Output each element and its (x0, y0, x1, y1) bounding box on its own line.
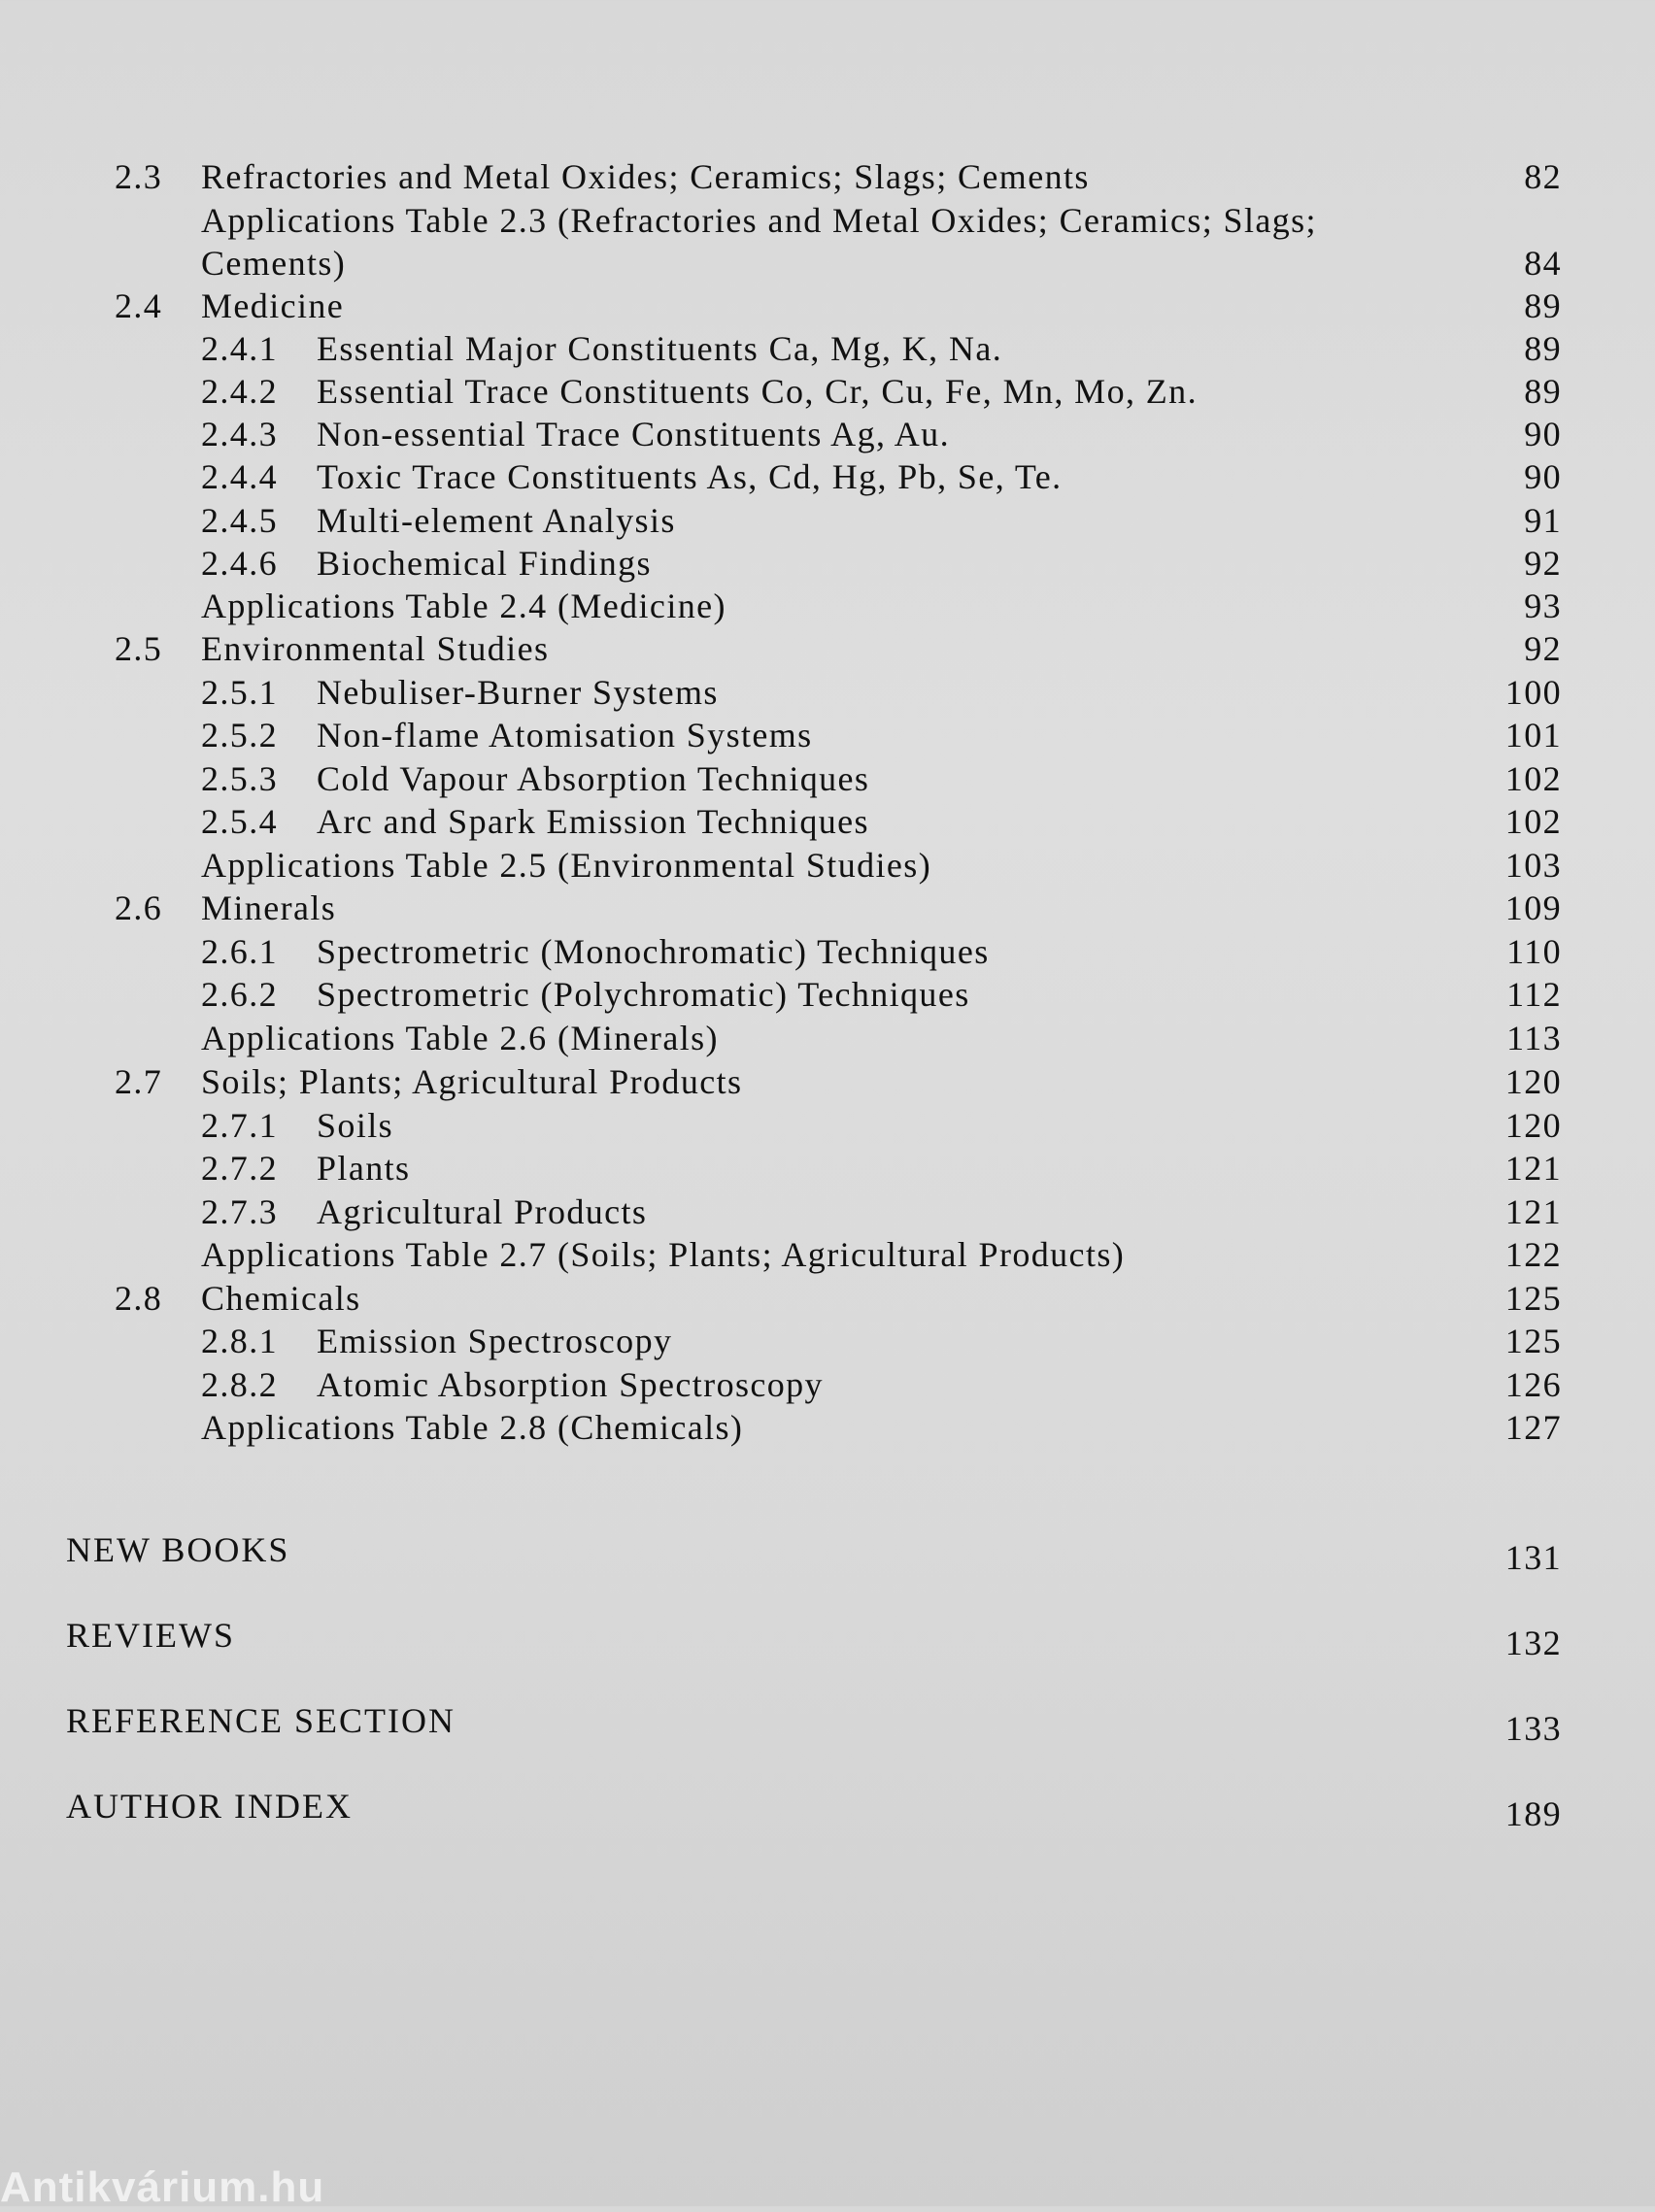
page-number: 125 (1504, 1279, 1562, 1318)
toc-entry-2-4-6 (0, 542, 1655, 585)
page-number: 122 (1504, 1235, 1562, 1274)
section-number: 2.3 (115, 157, 163, 196)
watermark: Antikvárium.hu (0, 2163, 325, 2211)
section-number: 2.4 (115, 286, 163, 325)
page-number: 90 (1524, 457, 1562, 496)
toc-entry-2-8-applications (0, 1406, 1655, 1449)
subsection-title: Cold Vapour Absorption Techniques (317, 759, 870, 798)
toc-entry-2-4-1 (0, 327, 1655, 370)
toc-entry-reviews (0, 1614, 1655, 1662)
back-matter-title: NEW BOOKS (66, 1530, 290, 1569)
toc-entry-2-4-2 (0, 370, 1655, 413)
subsection-number: 2.5.1 (201, 673, 278, 712)
section-title: Environmental Studies (201, 629, 550, 668)
toc-entry-2-5 (0, 627, 1655, 670)
subsection-title: Agricultural Products (317, 1192, 648, 1231)
page-number: 89 (1524, 372, 1562, 411)
subsection-number: 2.5.3 (201, 759, 278, 798)
page-number: 89 (1524, 329, 1562, 368)
toc-entry-2-7-applications (0, 1233, 1655, 1276)
page-number: 110 (1506, 932, 1562, 971)
page-number: 101 (1504, 716, 1562, 754)
section-title: Minerals (201, 888, 337, 927)
back-matter-title: REFERENCE SECTION (66, 1701, 456, 1740)
subsection-number: 2.4.3 (201, 415, 278, 453)
section-title: Medicine (201, 286, 345, 325)
toc-entry-2-6-1 (0, 930, 1655, 973)
section-title: Applications Table 2.6 (Minerals) (201, 1019, 719, 1057)
subsection-title: Soils (317, 1106, 394, 1145)
page-number: 102 (1504, 759, 1562, 798)
toc-entry-2-7 (0, 1060, 1655, 1103)
toc-entry-2-8 (0, 1277, 1655, 1320)
toc-entry-2-3-applications-cont (0, 242, 1655, 285)
section-title: Applications Table 2.5 (Environmental Studies) (201, 846, 932, 885)
subsection-number: 2.4.6 (201, 544, 278, 583)
toc-entry-2-5-2 (0, 714, 1655, 756)
section-title: Refractories and Metal Oxides; Ceramics; Slags; Cements (201, 157, 1090, 196)
page-number: 133 (1504, 1709, 1562, 1748)
toc-entry-2-3-applications (0, 199, 1655, 242)
page-number: 102 (1504, 802, 1562, 841)
page-number: 112 (1506, 975, 1562, 1014)
page-number: 113 (1506, 1019, 1562, 1057)
section-title: Cements) (201, 244, 347, 283)
toc-entry-2-6-applications (0, 1017, 1655, 1059)
toc-entry-2-5-applications (0, 844, 1655, 887)
toc-entry-2-4 (0, 285, 1655, 327)
subsection-number: 2.4.4 (201, 457, 278, 496)
page-number: 90 (1524, 415, 1562, 453)
toc-entry-2-5-4 (0, 800, 1655, 843)
toc-entry-2-8-2 (0, 1363, 1655, 1406)
page-number: 84 (1524, 244, 1562, 283)
page-number: 93 (1524, 587, 1562, 625)
subsection-number: 2.4.1 (201, 329, 278, 368)
toc-entry-2-7-2 (0, 1147, 1655, 1190)
subsection-number: 2.7.3 (201, 1192, 278, 1231)
section-number: 2.7 (115, 1062, 163, 1101)
section-number: 2.6 (115, 888, 163, 927)
page-number: 121 (1504, 1192, 1562, 1231)
toc-entry-2-6 (0, 887, 1655, 929)
subsection-title: Biochemical Findings (317, 544, 652, 583)
page-number: 92 (1524, 629, 1562, 668)
section-title: Applications Table 2.4 (Medicine) (201, 587, 726, 625)
subsection-number: 2.6.1 (201, 932, 278, 971)
subsection-number: 2.8.2 (201, 1365, 278, 1404)
section-title: Soils; Plants; Agricultural Products (201, 1062, 743, 1101)
toc-entry-2-4-3 (0, 413, 1655, 455)
toc-entry-2-6-2 (0, 973, 1655, 1016)
subsection-title: Spectrometric (Monochromatic) Techniques (317, 932, 990, 971)
subsection-title: Essential Major Constituents Ca, Mg, K, Na. (317, 329, 1003, 368)
page-number: 103 (1504, 846, 1562, 885)
page-number: 131 (1504, 1538, 1562, 1577)
subsection-title: Toxic Trace Constituents As, Cd, Hg, Pb, Se, Te. (317, 457, 1063, 496)
subsection-number: 2.8.1 (201, 1322, 278, 1360)
subsection-title: Atomic Absorption Spectroscopy (317, 1365, 824, 1404)
subsection-title: Multi-element Analysis (317, 501, 676, 540)
toc-entry-2-7-1 (0, 1104, 1655, 1147)
section-number: 2.8 (115, 1279, 163, 1318)
back-matter-title: REVIEWS (66, 1616, 235, 1655)
subsection-title: Emission Spectroscopy (317, 1322, 673, 1360)
page-number: 109 (1504, 888, 1562, 927)
page-number: 82 (1524, 157, 1562, 196)
toc-entry-2-5-1 (0, 671, 1655, 714)
subsection-title: Plants (317, 1149, 411, 1188)
toc-entry-2-8-1 (0, 1320, 1655, 1362)
page-number: 121 (1504, 1149, 1562, 1188)
section-title: Applications Table 2.7 (Soils; Plants; Agricultural Products) (201, 1235, 1126, 1274)
section-title: Chemicals (201, 1279, 361, 1318)
section-number: 2.5 (115, 629, 163, 668)
toc-entry-2-4-5 (0, 499, 1655, 542)
page-number: 92 (1524, 544, 1562, 583)
subsection-number: 2.5.2 (201, 716, 278, 754)
subsection-number: 2.5.4 (201, 802, 278, 841)
toc-entry-reference-section (0, 1699, 1655, 1748)
page-number: 132 (1504, 1624, 1562, 1662)
subsection-number: 2.4.5 (201, 501, 278, 540)
subsection-title: Non-essential Trace Constituents Ag, Au. (317, 415, 950, 453)
toc-entry-new-books (0, 1528, 1655, 1577)
back-matter-title: AUTHOR INDEX (66, 1787, 353, 1826)
toc-entry-author-index (0, 1785, 1655, 1833)
section-title: Applications Table 2.8 (Chemicals) (201, 1408, 744, 1447)
subsection-number: 2.6.2 (201, 975, 278, 1014)
subsection-title: Arc and Spark Emission Techniques (317, 802, 869, 841)
subsection-title: Essential Trace Constituents Co, Cr, Cu, Fe, Mn, Mo, Zn. (317, 372, 1198, 411)
page-number: 125 (1504, 1322, 1562, 1360)
subsection-title: Spectrometric (Polychromatic) Techniques (317, 975, 970, 1014)
page-number: 120 (1504, 1106, 1562, 1145)
page-number: 189 (1504, 1794, 1562, 1833)
page-number: 100 (1504, 673, 1562, 712)
toc-entry-2-7-3 (0, 1190, 1655, 1233)
toc-entry-2-4-4 (0, 455, 1655, 498)
subsection-number: 2.4.2 (201, 372, 278, 411)
subsection-title: Nebuliser-Burner Systems (317, 673, 719, 712)
page-number: 126 (1504, 1365, 1562, 1404)
page-number: 120 (1504, 1062, 1562, 1101)
page-number: 89 (1524, 286, 1562, 325)
toc-entry-2-4-applications (0, 585, 1655, 627)
page-number: 91 (1524, 501, 1562, 540)
page-number: 127 (1504, 1408, 1562, 1447)
toc-entry-2-3 (0, 155, 1655, 198)
subsection-title: Non-flame Atomisation Systems (317, 716, 813, 754)
subsection-number: 2.7.2 (201, 1149, 278, 1188)
section-title: Applications Table 2.3 (Refractories and Metal Oxides; Ceramics; Slags; (201, 201, 1317, 240)
subsection-number: 2.7.1 (201, 1106, 278, 1145)
toc-entry-2-5-3 (0, 757, 1655, 800)
